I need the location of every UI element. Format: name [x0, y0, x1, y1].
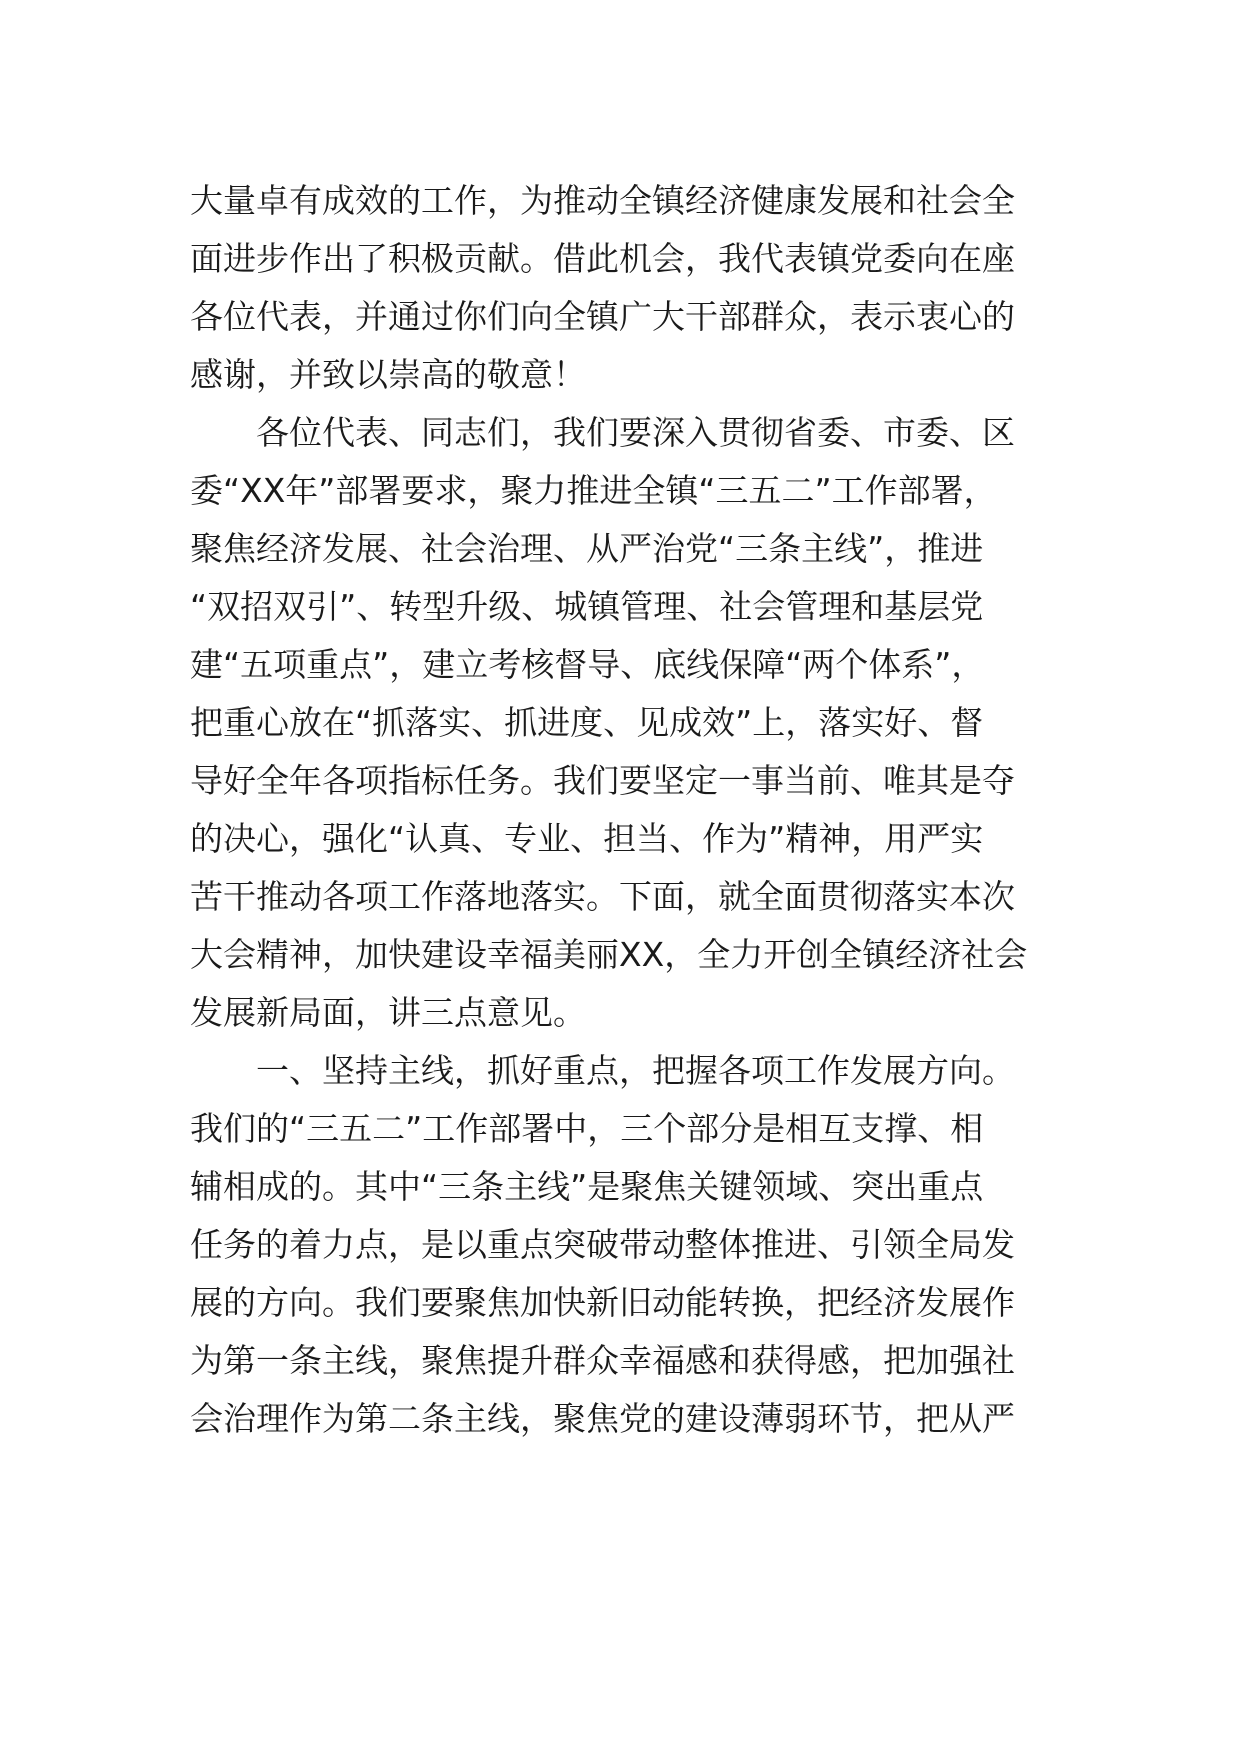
- text-line: 会治理作为第二条主线，聚焦党的建设薄弱环节，把从严: [190, 1399, 1015, 1438]
- text-line: 建“五项重点”，建立考核督导、底线保障“两个体系”，: [190, 645, 985, 684]
- text-line: 苦干推动各项工作落地落实。下面，就全面贯彻落实本次: [190, 877, 1015, 916]
- text-line: 感谢，并致以崇高的敬意！: [190, 355, 586, 394]
- paragraph-first-line: 各位代表、同志们，我们要深入贯彻省委、市委、区: [256, 413, 1015, 452]
- text-line: 大会精神，加快建设幸福美丽XX，全力开创全镇经济社会: [190, 935, 1028, 974]
- text-line: 聚焦经济发展、社会治理、从严治党“三条主线”，推进: [190, 529, 984, 568]
- section-heading: 一、坚持主线，抓好重点，把握各项工作发展方向。: [256, 1051, 1015, 1090]
- text-line: 展的方向。我们要聚焦加快新旧动能转换，把经济发展作: [190, 1283, 1015, 1322]
- text-line: 我们的“三五二”工作部署中，三个部分是相互支撑、相: [190, 1109, 984, 1148]
- text-line: 面进步作出了积极贡献。借此机会，我代表镇党委向在座: [190, 239, 1015, 278]
- text-line: 委“XX年”部署要求，聚力推进全镇“三五二”工作部署，: [190, 471, 997, 510]
- text-line: 辅相成的。其中“三条主线”是聚焦关键领域、突出重点: [190, 1167, 984, 1206]
- text-line: 各位代表，并通过你们向全镇广大干部群众，表示衷心的: [190, 297, 1015, 336]
- text-line: 把重心放在“抓落实、抓进度、见成效”上，落实好、督: [190, 703, 984, 742]
- text-line: “双招双引”、转型升级、城镇管理、社会管理和基层党: [190, 587, 984, 626]
- text-line: 导好全年各项指标任务。我们要坚定一事当前、唯其是夺: [190, 761, 1015, 800]
- text-line: 发展新局面，讲三点意见。: [190, 993, 586, 1032]
- text-line: 的决心，强化“认真、专业、担当、作为”精神，用严实: [190, 819, 984, 858]
- text-line: 任务的着力点，是以重点突破带动整体推进、引领全局发: [190, 1225, 1015, 1264]
- text-line: 大量卓有成效的工作，为推动全镇经济健康发展和社会全: [190, 181, 1015, 220]
- text-line: 为第一条主线，聚焦提升群众幸福感和获得感，把加强社: [190, 1341, 1015, 1380]
